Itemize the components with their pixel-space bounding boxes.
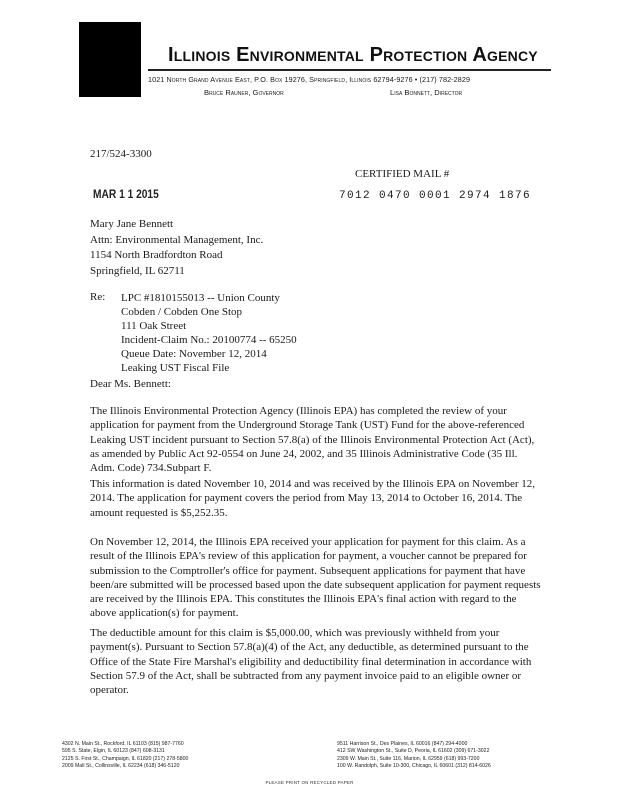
recipient-line: 1154 North Bradfordton Road	[90, 249, 223, 261]
date-stamp: MAR 1 1 2015	[93, 187, 159, 201]
letterhead-divider	[148, 69, 551, 71]
footer-office: 9511 Harrison St., Des Plaines, IL 60016 (847) 294-4000	[337, 741, 468, 747]
agency-logo	[79, 22, 141, 97]
re-line: Queue Date: November 12, 2014	[121, 348, 267, 360]
recycled-paper-note: PLEASE PRINT ON RECYCLED PAPER	[265, 780, 354, 785]
body-paragraph-3: On November 12, 2014, the Illinois EPA received your application for payment for this claim. As a result of the Illinois EPA's review of this application for payment, a voucher cannot be prepared for submission to the Comptroller's office for payment. Subsequent applications for payment that have been/are submitted will be processed based upon the date subsequent application for payment requests are received by the Illinois EPA. This constitutes the Illinois EPA's final action with regard to the above application(s) for payment.	[90, 536, 541, 620]
body-paragraph-4: The deductible amount for this claim is $5,000.00, which was previously withheld from your payment(s). Pursuant to Section 57.8(a)(4) of the Act, any deductible, as determined pursuant to the Office of the State Fire Marshal's eligibility and deductibility final determination in accordance with Section 57.9 of the Act, shall be subtracted from any payment invoice paid to an eligible owner or operator.	[90, 627, 532, 697]
recipient-address	[90, 217, 263, 279]
re-line: LPC #1810155013 -- Union County	[121, 292, 280, 304]
re-line: Incident-Claim No.: 20100774 -- 65250	[121, 334, 297, 346]
salutation: Dear Ms. Bennett:	[90, 378, 171, 390]
body-paragraph-2: This information is dated November 10, 2014 and was received by the Illinois EPA on November 12, 2014. The application for payment covers the period from May 13, 2014 to October 16, 2014. The amount requested is $5,252.35.	[90, 478, 536, 519]
footer-office: 2009 Mall St., Collinsville, IL 62234 (618) 346-5120	[62, 762, 180, 769]
footer-office: 2125 S. First St., Champaign, IL 61820 (217) 278-5800	[62, 755, 189, 762]
footer-office: 595 S. State, Elgin, IL 60123 (847) 608-3131	[62, 748, 165, 755]
re-line: 111 Oak Street	[121, 320, 187, 332]
re-line: Leaking UST Fiscal File	[121, 362, 230, 374]
footer-offices-right	[337, 741, 491, 770]
footer-offices-left	[62, 741, 188, 770]
agency-address: 1021 North Grand Avenue East, P.O. Box 19276, Springfield, Illinois 62794-9276 • (217) 782-2829	[148, 75, 471, 84]
agency-name: Illinois Environmental Protection Agency	[168, 44, 538, 66]
body-paragraph-1: The Illinois Environmental Protection Agency (Illinois EPA) has completed the review of your application for payment from the Underground Storage Tank (UST) Fund for the above-referenced Leaking UST incident pursuant to Section 57.8(a) of the Illinois Environmental Protection Act (Act), as amended by Public Act 92-0554 on June 24, 2002, and 35 Illinois Administrative Code (35 Ill. Adm. Code) 734.Subpart F.	[90, 405, 535, 475]
footer-office: 4302 N. Main St., Rockford, IL 61103 (815) 987-7760	[62, 741, 184, 747]
footer-office: 100 W. Randolph, Suite 10-300, Chicago, IL 60601 (312) 814-6026	[337, 762, 491, 769]
recipient-line: Springfield, IL 62711	[90, 264, 185, 277]
phone-number: 217/524-3300	[90, 148, 152, 160]
governor-line: Bruce Rauner, Governor	[204, 88, 284, 97]
recipient-line: Attn: Environmental Management, Inc.	[90, 233, 264, 246]
director-line: Lisa Bonnett, Director	[390, 88, 463, 97]
recipient-line: Mary Jane Bennett	[90, 218, 174, 230]
certified-mail-label: CERTIFIED MAIL #	[355, 168, 450, 180]
footer-office: 412 SW Washington St., Suite D, Peoria, IL 61602 (309) 671-3022	[337, 748, 490, 755]
certified-mail-number: 7012 0470 0001 2974 1876	[339, 190, 532, 202]
footer-office: 2309 W. Main St., Suite 116, Marion, IL 62959 (618) 993-7200	[337, 755, 480, 762]
re-block	[121, 291, 297, 375]
re-label: Re:	[90, 291, 106, 303]
re-line: Cobden / Cobden One Stop	[121, 306, 242, 318]
